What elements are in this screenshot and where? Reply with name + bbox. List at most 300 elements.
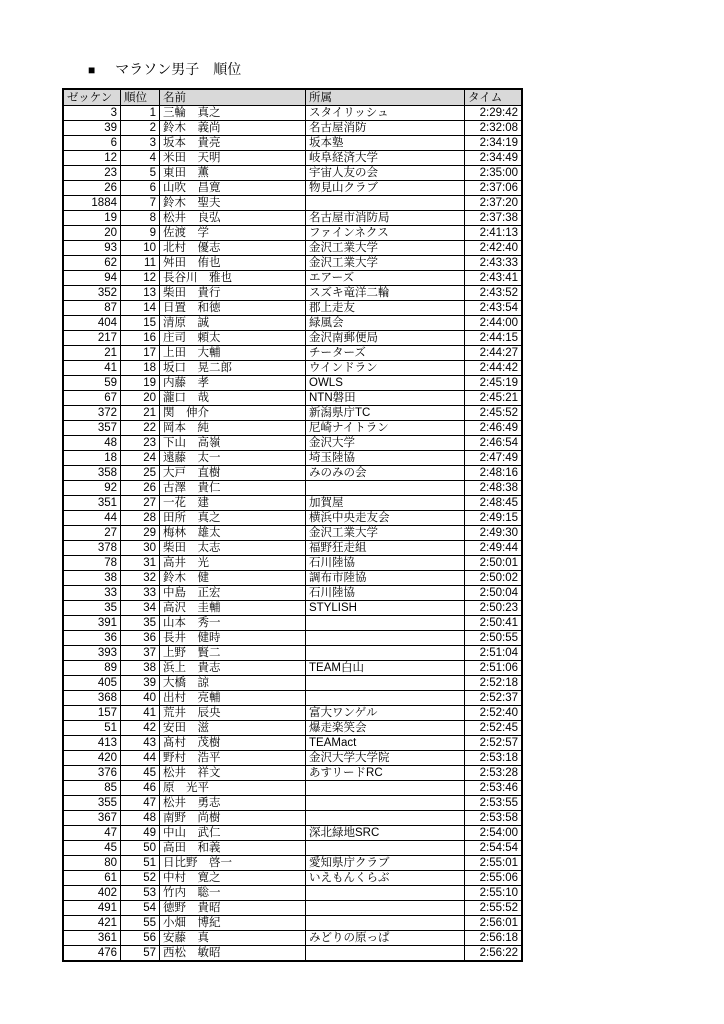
cell-team: 横浜中央走友会 <box>306 511 465 526</box>
cell-bib: 368 <box>63 691 121 706</box>
cell-team: エアーズ <box>306 271 465 286</box>
cell-bib: 33 <box>63 586 121 601</box>
cell-rank: 48 <box>121 811 160 826</box>
col-header-name: 名前 <box>160 89 306 106</box>
cell-rank: 25 <box>121 466 160 481</box>
cell-bib: 92 <box>63 481 121 496</box>
cell-name: 舛田 侑也 <box>160 256 306 271</box>
cell-bib: 413 <box>63 736 121 751</box>
cell-time: 2:35:00 <box>465 166 523 181</box>
table-row <box>63 721 522 736</box>
table-row <box>63 316 522 331</box>
cell-rank: 9 <box>121 226 160 241</box>
cell-name: 梅林 雄太 <box>160 526 306 541</box>
cell-team: 富大ワンゲル <box>306 706 465 721</box>
table-row <box>63 676 522 691</box>
cell-rank: 53 <box>121 886 160 901</box>
cell-name: 安藤 真 <box>160 931 306 946</box>
cell-time: 2:49:44 <box>465 541 523 556</box>
cell-rank: 52 <box>121 871 160 886</box>
cell-name: 佐渡 学 <box>160 226 306 241</box>
cell-team: 岐阜経済大学 <box>306 151 465 166</box>
table-row <box>63 736 522 751</box>
cell-rank: 26 <box>121 481 160 496</box>
cell-team: スタイリッシュ <box>306 106 465 121</box>
table-row <box>63 946 522 962</box>
cell-name: 高田 和義 <box>160 841 306 856</box>
cell-team <box>306 676 465 691</box>
table-row <box>63 271 522 286</box>
cell-name: 北村 優志 <box>160 241 306 256</box>
cell-rank: 12 <box>121 271 160 286</box>
cell-time: 2:53:46 <box>465 781 523 796</box>
cell-team: TEAMact <box>306 736 465 751</box>
cell-time: 2:48:16 <box>465 466 523 481</box>
cell-team: 名古屋市消防局 <box>306 211 465 226</box>
cell-rank: 29 <box>121 526 160 541</box>
cell-rank: 42 <box>121 721 160 736</box>
cell-time: 2:43:41 <box>465 271 523 286</box>
cell-rank: 16 <box>121 331 160 346</box>
cell-time: 2:43:54 <box>465 301 523 316</box>
table-row <box>63 196 522 211</box>
cell-name: 岡本 純 <box>160 421 306 436</box>
cell-team: 愛知県庁クラブ <box>306 856 465 871</box>
cell-team: 金沢工業大学 <box>306 256 465 271</box>
table-row <box>63 436 522 451</box>
cell-team: 坂本塾 <box>306 136 465 151</box>
cell-team <box>306 886 465 901</box>
cell-rank: 35 <box>121 616 160 631</box>
cell-bib: 94 <box>63 271 121 286</box>
cell-name: 松井 祥文 <box>160 766 306 781</box>
table-row <box>63 376 522 391</box>
table-row <box>63 886 522 901</box>
cell-time: 2:53:28 <box>465 766 523 781</box>
cell-rank: 18 <box>121 361 160 376</box>
cell-bib: 20 <box>63 226 121 241</box>
cell-time: 2:50:23 <box>465 601 523 616</box>
cell-team: 尼崎ナイトラン <box>306 421 465 436</box>
cell-name: 原 光平 <box>160 781 306 796</box>
cell-team: 深北緑地SRC <box>306 826 465 841</box>
cell-team: 新潟県庁TC <box>306 406 465 421</box>
table-row <box>63 496 522 511</box>
cell-rank: 23 <box>121 436 160 451</box>
cell-team <box>306 691 465 706</box>
cell-team <box>306 631 465 646</box>
cell-team: いえもんくらぶ <box>306 871 465 886</box>
cell-name: 髙村 茂樹 <box>160 736 306 751</box>
table-body <box>63 106 522 962</box>
table-row <box>63 286 522 301</box>
cell-name: 長谷川 雅也 <box>160 271 306 286</box>
table-row <box>63 106 522 121</box>
cell-name: 小畑 博紀 <box>160 916 306 931</box>
cell-time: 2:55:01 <box>465 856 523 871</box>
cell-rank: 24 <box>121 451 160 466</box>
cell-name: 西松 敏昭 <box>160 946 306 962</box>
cell-bib: 78 <box>63 556 121 571</box>
cell-rank: 13 <box>121 286 160 301</box>
cell-time: 2:55:06 <box>465 871 523 886</box>
cell-time: 2:44:27 <box>465 346 523 361</box>
cell-rank: 33 <box>121 586 160 601</box>
cell-name: 大橋 諒 <box>160 676 306 691</box>
table-row <box>63 661 522 676</box>
cell-time: 2:32:08 <box>465 121 523 136</box>
cell-team: 石川陸協 <box>306 556 465 571</box>
table-row <box>63 691 522 706</box>
cell-bib: 36 <box>63 631 121 646</box>
cell-team: みのみの会 <box>306 466 465 481</box>
cell-time: 2:53:18 <box>465 751 523 766</box>
cell-time: 2:48:38 <box>465 481 523 496</box>
cell-name: 上野 賢二 <box>160 646 306 661</box>
cell-rank: 55 <box>121 916 160 931</box>
cell-team: 埼玉陸協 <box>306 451 465 466</box>
cell-rank: 46 <box>121 781 160 796</box>
cell-rank: 32 <box>121 571 160 586</box>
cell-rank: 34 <box>121 601 160 616</box>
cell-time: 2:45:19 <box>465 376 523 391</box>
cell-bib: 51 <box>63 721 121 736</box>
cell-team: スズキ竜洋二輪 <box>306 286 465 301</box>
cell-time: 2:51:06 <box>465 661 523 676</box>
cell-time: 2:46:54 <box>465 436 523 451</box>
col-header-rank: 順位 <box>121 89 160 106</box>
cell-bib: 67 <box>63 391 121 406</box>
cell-rank: 30 <box>121 541 160 556</box>
cell-rank: 10 <box>121 241 160 256</box>
cell-bib: 38 <box>63 571 121 586</box>
cell-bib: 476 <box>63 946 121 962</box>
cell-time: 2:49:30 <box>465 526 523 541</box>
table-row <box>63 826 522 841</box>
cell-name: 松井 良弘 <box>160 211 306 226</box>
cell-bib: 404 <box>63 316 121 331</box>
cell-team: 緑風会 <box>306 316 465 331</box>
table-row <box>63 646 522 661</box>
cell-time: 2:52:40 <box>465 706 523 721</box>
cell-name: 中山 武仁 <box>160 826 306 841</box>
cell-rank: 49 <box>121 826 160 841</box>
cell-team: あすリードRC <box>306 766 465 781</box>
cell-name: 鈴木 義尚 <box>160 121 306 136</box>
cell-team: チーターズ <box>306 346 465 361</box>
cell-rank: 41 <box>121 706 160 721</box>
col-header-time: タイム <box>465 89 523 106</box>
cell-time: 2:56:18 <box>465 931 523 946</box>
cell-time: 2:37:38 <box>465 211 523 226</box>
cell-time: 2:44:15 <box>465 331 523 346</box>
cell-time: 2:44:00 <box>465 316 523 331</box>
cell-name: 庄司 頼太 <box>160 331 306 346</box>
table-row <box>63 136 522 151</box>
cell-rank: 56 <box>121 931 160 946</box>
cell-team: 石川陸協 <box>306 586 465 601</box>
cell-bib: 367 <box>63 811 121 826</box>
cell-name: 清原 誠 <box>160 316 306 331</box>
cell-time: 2:47:49 <box>465 451 523 466</box>
cell-bib: 21 <box>63 346 121 361</box>
cell-bib: 393 <box>63 646 121 661</box>
cell-team <box>306 616 465 631</box>
cell-team: ファインネクス <box>306 226 465 241</box>
table-row <box>63 511 522 526</box>
cell-bib: 1884 <box>63 196 121 211</box>
table-row <box>63 601 522 616</box>
cell-name: 日置 和徳 <box>160 301 306 316</box>
cell-team <box>306 811 465 826</box>
results-table <box>62 88 523 962</box>
cell-name: 上田 大輔 <box>160 346 306 361</box>
cell-team <box>306 646 465 661</box>
cell-rank: 5 <box>121 166 160 181</box>
cell-team: STYLISH <box>306 601 465 616</box>
cell-name: 山本 秀一 <box>160 616 306 631</box>
cell-name: 荒井 辰央 <box>160 706 306 721</box>
table-row <box>63 796 522 811</box>
cell-bib: 402 <box>63 886 121 901</box>
cell-bib: 93 <box>63 241 121 256</box>
cell-bib: 6 <box>63 136 121 151</box>
cell-name: 安田 滋 <box>160 721 306 736</box>
cell-bib: 47 <box>63 826 121 841</box>
cell-rank: 45 <box>121 766 160 781</box>
cell-bib: 18 <box>63 451 121 466</box>
table-row <box>63 616 522 631</box>
cell-rank: 51 <box>121 856 160 871</box>
cell-team: 加賀屋 <box>306 496 465 511</box>
cell-name: 山吹 昌寛 <box>160 181 306 196</box>
cell-bib: 19 <box>63 211 121 226</box>
cell-time: 2:48:45 <box>465 496 523 511</box>
cell-bib: 378 <box>63 541 121 556</box>
cell-bib: 59 <box>63 376 121 391</box>
table-row <box>63 241 522 256</box>
cell-time: 2:44:42 <box>465 361 523 376</box>
cell-team: 金沢大学 <box>306 436 465 451</box>
cell-time: 2:43:52 <box>465 286 523 301</box>
cell-time: 2:43:33 <box>465 256 523 271</box>
table-row <box>63 811 522 826</box>
cell-name: 高井 光 <box>160 556 306 571</box>
cell-team: 名古屋消防 <box>306 121 465 136</box>
table-row <box>63 481 522 496</box>
header-row <box>63 89 522 106</box>
table-row <box>63 151 522 166</box>
cell-time: 2:51:04 <box>465 646 523 661</box>
cell-rank: 36 <box>121 631 160 646</box>
cell-time: 2:49:15 <box>465 511 523 526</box>
cell-time: 2:34:19 <box>465 136 523 151</box>
cell-name: 内藤 孝 <box>160 376 306 391</box>
table-row <box>63 301 522 316</box>
table-row <box>63 781 522 796</box>
table-row <box>63 526 522 541</box>
table-row <box>63 871 522 886</box>
cell-bib: 352 <box>63 286 121 301</box>
cell-name: 古澤 貴仁 <box>160 481 306 496</box>
table-row <box>63 571 522 586</box>
cell-rank: 28 <box>121 511 160 526</box>
cell-name: 浜上 貴志 <box>160 661 306 676</box>
cell-rank: 3 <box>121 136 160 151</box>
cell-time: 2:45:21 <box>465 391 523 406</box>
cell-name: 三輪 真之 <box>160 106 306 121</box>
cell-time: 2:53:55 <box>465 796 523 811</box>
cell-bib: 45 <box>63 841 121 856</box>
cell-rank: 19 <box>121 376 160 391</box>
cell-bib: 351 <box>63 496 121 511</box>
cell-rank: 50 <box>121 841 160 856</box>
cell-rank: 7 <box>121 196 160 211</box>
cell-time: 2:54:54 <box>465 841 523 856</box>
table-row <box>63 541 522 556</box>
table-row <box>63 751 522 766</box>
cell-rank: 44 <box>121 751 160 766</box>
cell-name: 坂本 貴亮 <box>160 136 306 151</box>
cell-name: 瀧口 哉 <box>160 391 306 406</box>
cell-rank: 54 <box>121 901 160 916</box>
cell-name: 竹内 聡一 <box>160 886 306 901</box>
cell-team: みどりの原っぱ <box>306 931 465 946</box>
cell-time: 2:55:52 <box>465 901 523 916</box>
cell-time: 2:45:52 <box>465 406 523 421</box>
cell-name: 柴田 貴行 <box>160 286 306 301</box>
cell-rank: 2 <box>121 121 160 136</box>
table-row <box>63 406 522 421</box>
table-row <box>63 361 522 376</box>
cell-rank: 20 <box>121 391 160 406</box>
cell-rank: 8 <box>121 211 160 226</box>
cell-time: 2:56:01 <box>465 916 523 931</box>
cell-bib: 357 <box>63 421 121 436</box>
table-row <box>63 331 522 346</box>
cell-bib: 26 <box>63 181 121 196</box>
cell-team <box>306 901 465 916</box>
cell-rank: 14 <box>121 301 160 316</box>
cell-name: 徳野 貴昭 <box>160 901 306 916</box>
cell-team: 物見山クラブ <box>306 181 465 196</box>
cell-time: 2:52:18 <box>465 676 523 691</box>
page-title-text: マラソン男子 順位 <box>115 61 242 77</box>
cell-name: 野村 浩平 <box>160 751 306 766</box>
cell-team: 調布市陸協 <box>306 571 465 586</box>
cell-rank: 1 <box>121 106 160 121</box>
cell-time: 2:54:00 <box>465 826 523 841</box>
cell-rank: 43 <box>121 736 160 751</box>
table-row <box>63 856 522 871</box>
cell-time: 2:52:37 <box>465 691 523 706</box>
cell-team: NTN磐田 <box>306 391 465 406</box>
cell-name: 松井 勇志 <box>160 796 306 811</box>
cell-bib: 44 <box>63 511 121 526</box>
table-row <box>63 931 522 946</box>
cell-team <box>306 946 465 962</box>
cell-rank: 27 <box>121 496 160 511</box>
cell-time: 2:50:04 <box>465 586 523 601</box>
cell-team: 郡上走友 <box>306 301 465 316</box>
cell-bib: 39 <box>63 121 121 136</box>
page-title <box>88 60 241 79</box>
cell-team <box>306 196 465 211</box>
cell-rank: 17 <box>121 346 160 361</box>
cell-team <box>306 781 465 796</box>
cell-team: TEAM白山 <box>306 661 465 676</box>
cell-bib: 87 <box>63 301 121 316</box>
cell-name: 鈴木 健 <box>160 571 306 586</box>
cell-name: 米田 天明 <box>160 151 306 166</box>
cell-rank: 4 <box>121 151 160 166</box>
cell-rank: 40 <box>121 691 160 706</box>
cell-name: 鈴木 聖夫 <box>160 196 306 211</box>
cell-time: 2:55:10 <box>465 886 523 901</box>
cell-bib: 41 <box>63 361 121 376</box>
col-header-bib: ゼッケン <box>63 89 121 106</box>
cell-rank: 15 <box>121 316 160 331</box>
cell-bib: 157 <box>63 706 121 721</box>
cell-bib: 358 <box>63 466 121 481</box>
cell-rank: 37 <box>121 646 160 661</box>
cell-name: 出村 亮輔 <box>160 691 306 706</box>
cell-time: 2:41:13 <box>465 226 523 241</box>
cell-team: 宇宙人友の会 <box>306 166 465 181</box>
cell-name: 中島 正宏 <box>160 586 306 601</box>
cell-bib: 12 <box>63 151 121 166</box>
cell-bib: 3 <box>63 106 121 121</box>
cell-name: 大戸 直樹 <box>160 466 306 481</box>
cell-team: 金沢工業大学 <box>306 241 465 256</box>
cell-time: 2:52:45 <box>465 721 523 736</box>
cell-team <box>306 841 465 856</box>
cell-name: 関 伸介 <box>160 406 306 421</box>
table-row <box>63 466 522 481</box>
table-row <box>63 181 522 196</box>
cell-bib: 61 <box>63 871 121 886</box>
table-row <box>63 766 522 781</box>
cell-team <box>306 481 465 496</box>
cell-name: 中村 寛之 <box>160 871 306 886</box>
table-row <box>63 916 522 931</box>
cell-bib: 372 <box>63 406 121 421</box>
cell-rank: 47 <box>121 796 160 811</box>
cell-bib: 62 <box>63 256 121 271</box>
cell-time: 2:42:40 <box>465 241 523 256</box>
cell-name: 一花 建 <box>160 496 306 511</box>
cell-bib: 80 <box>63 856 121 871</box>
cell-bib: 421 <box>63 916 121 931</box>
cell-bib: 48 <box>63 436 121 451</box>
table-row <box>63 451 522 466</box>
cell-time: 2:37:06 <box>465 181 523 196</box>
cell-name: 下山 高嶺 <box>160 436 306 451</box>
cell-name: 日比野 啓一 <box>160 856 306 871</box>
cell-rank: 57 <box>121 946 160 962</box>
table-row <box>63 841 522 856</box>
cell-time: 2:50:01 <box>465 556 523 571</box>
table-row <box>63 211 522 226</box>
cell-rank: 21 <box>121 406 160 421</box>
cell-team: 金沢南郵便局 <box>306 331 465 346</box>
table-row <box>63 421 522 436</box>
table-row <box>63 166 522 181</box>
cell-time: 2:34:49 <box>465 151 523 166</box>
cell-name: 東田 薫 <box>160 166 306 181</box>
table-row <box>63 346 522 361</box>
title-bullet-icon: ■ <box>88 63 96 77</box>
